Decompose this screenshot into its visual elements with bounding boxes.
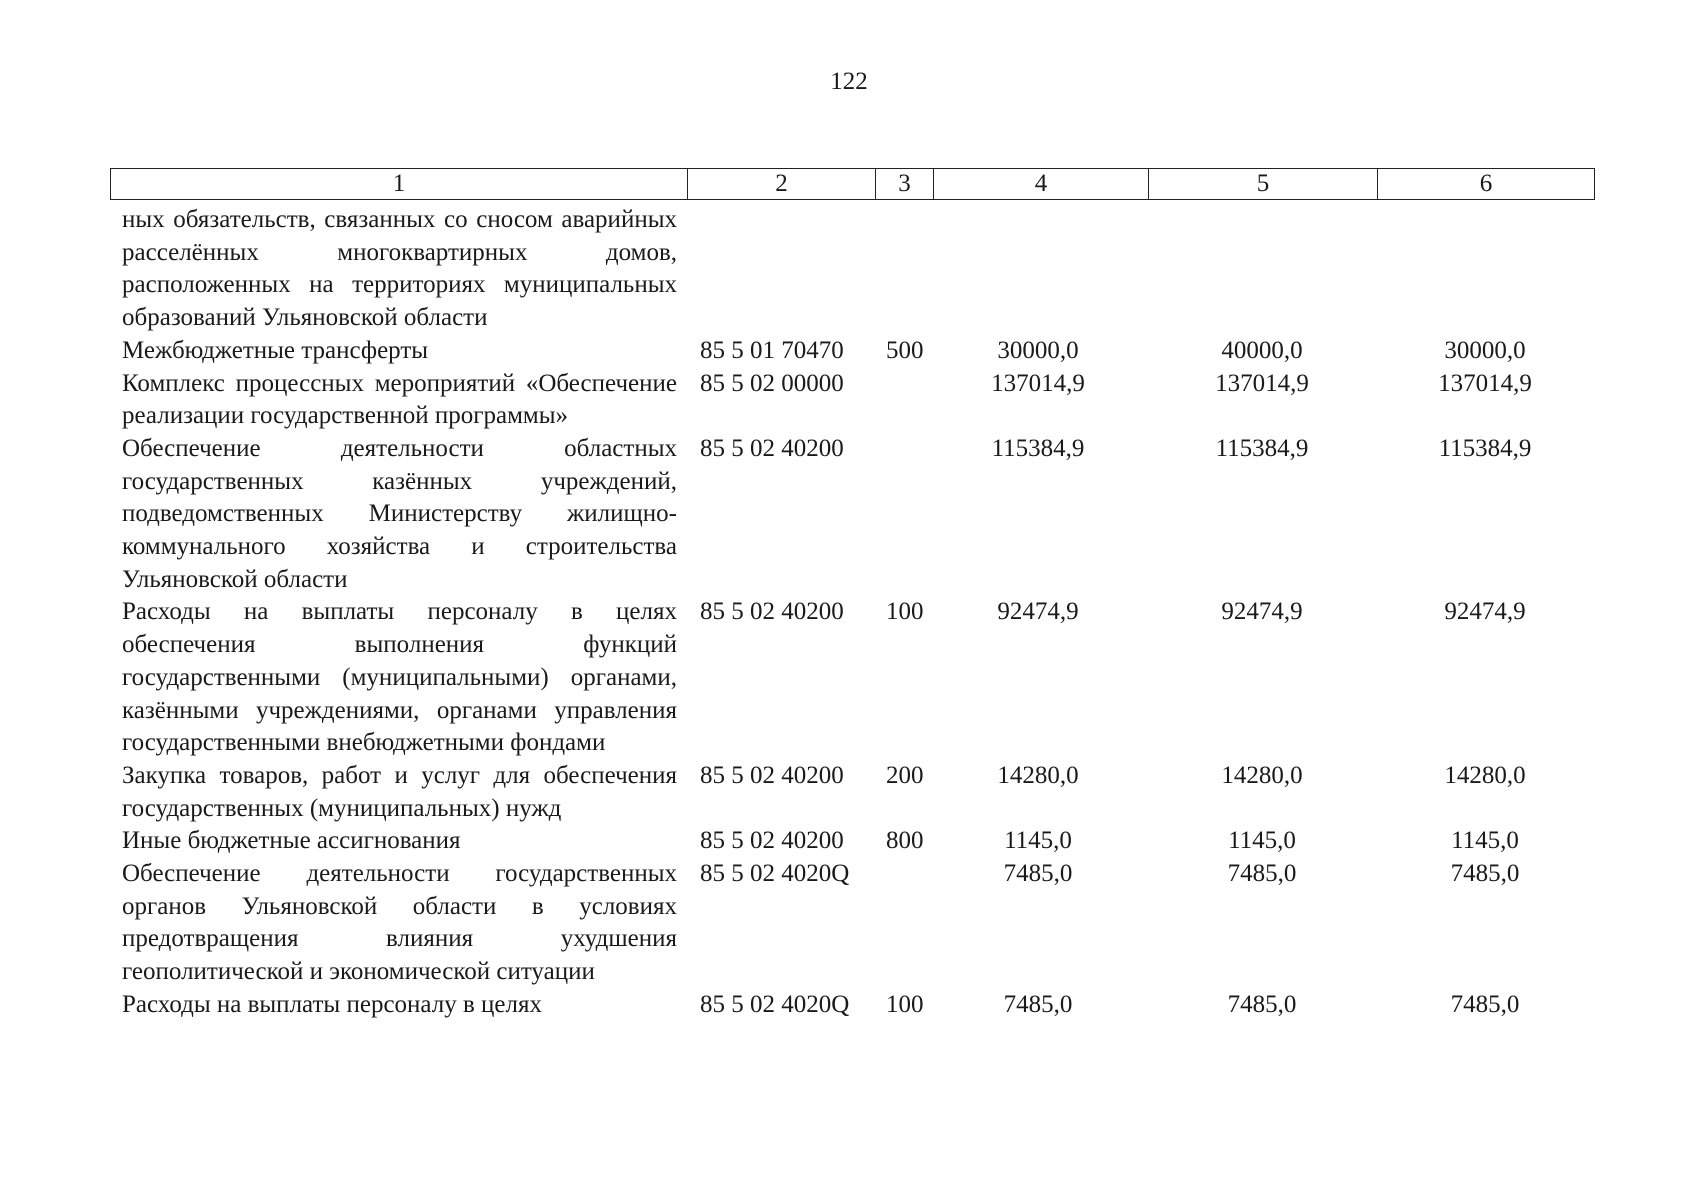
table-row xyxy=(0,989,1698,1022)
row-code: 85 5 02 40200 xyxy=(700,434,844,462)
column-header-4: 4 xyxy=(934,169,1149,200)
table-row xyxy=(0,596,1698,760)
row-value-4: 7485,0 xyxy=(1003,860,1073,888)
row-value-6: 1145,0 xyxy=(1451,827,1519,855)
row-value-6: 92474,9 xyxy=(1444,598,1526,626)
row-name: Расходы на выплаты персоналу в целях обеспечения выполнения функций государственными (муниципальными) органами, казёнными учреждениями, органами управления государственными внебюджетными фондами xyxy=(122,598,677,757)
row-code: 85 5 01 70470 xyxy=(700,336,844,364)
column-header-5: 5 xyxy=(1149,169,1378,200)
row-value-4: 14280,0 xyxy=(997,761,1079,789)
row-code: 85 5 02 4020Q xyxy=(700,990,850,1018)
column-header-6: 6 xyxy=(1378,169,1595,200)
row-name: Закупка товаров, работ и услуг для обеспечения государственных (муниципальных) нужд xyxy=(122,761,677,822)
table-row xyxy=(0,825,1698,858)
column-header-3: 3 xyxy=(876,169,934,200)
row-value-5: 14280,0 xyxy=(1221,761,1303,789)
row-value-6: 14280,0 xyxy=(1444,761,1526,789)
row-name: ных обязательств, связанных со сносом аварийных расселённых многоквартирных домов, расположенных на территориях муниципальных образований Ульяновской области xyxy=(122,206,677,332)
table-row xyxy=(0,858,1698,989)
row-value-4: 7485,0 xyxy=(1003,990,1073,1018)
row-value-5: 1145,0 xyxy=(1228,827,1296,855)
row-code: 85 5 02 40200 xyxy=(700,761,844,789)
row-type: 100 xyxy=(886,598,924,626)
row-value-4: 92474,9 xyxy=(997,598,1079,626)
row-code: 85 5 02 4020Q xyxy=(700,860,850,888)
row-type: 500 xyxy=(886,336,924,364)
row-value-5: 92474,9 xyxy=(1221,598,1303,626)
row-name: Обеспечение деятельности государственных органов Ульяновской области в условиях предотвращения влияния ухудшения геополитической и экономической ситуации xyxy=(122,860,677,986)
row-name: Межбюджетные трансферты xyxy=(122,336,429,364)
row-code: 85 5 02 00000 xyxy=(700,369,844,397)
row-value-4: 137014,9 xyxy=(991,369,1085,397)
row-value-6: 115384,9 xyxy=(1438,434,1532,462)
table-body xyxy=(0,204,1698,1022)
table-row xyxy=(0,335,1698,368)
row-value-6: 7485,0 xyxy=(1450,990,1520,1018)
row-type: 800 xyxy=(886,827,924,855)
row-type: 200 xyxy=(886,761,924,789)
column-header-1: 1 xyxy=(111,169,688,200)
row-value-5: 40000,0 xyxy=(1221,336,1303,364)
row-name: Расходы на выплаты персоналу в целях xyxy=(122,990,542,1018)
row-code: 85 5 02 40200 xyxy=(700,598,844,626)
column-header-row xyxy=(111,169,1595,200)
row-value-5: 137014,9 xyxy=(1215,369,1309,397)
column-header-2: 2 xyxy=(688,169,876,200)
row-value-4: 1145,0 xyxy=(1004,827,1072,855)
column-header-table xyxy=(110,168,1595,200)
row-value-6: 30000,0 xyxy=(1444,336,1526,364)
row-value-4: 115384,9 xyxy=(991,434,1085,462)
table-row xyxy=(0,433,1698,597)
row-value-5: 7485,0 xyxy=(1227,860,1297,888)
row-value-5: 7485,0 xyxy=(1227,990,1297,1018)
row-name: Комплекс процессных мероприятий «Обеспечение реализации государственной программы» xyxy=(122,369,677,430)
row-type: 100 xyxy=(886,990,924,1018)
row-value-6: 137014,9 xyxy=(1438,369,1532,397)
table-row xyxy=(0,204,1698,335)
row-name: Иные бюджетные ассигнования xyxy=(122,827,461,855)
row-value-5: 115384,9 xyxy=(1215,434,1309,462)
row-name: Обеспечение деятельности областных государственных казённых учреждений, подведомственных Министерству жилищно-коммунального хозяйства и строительства Ульяновской области xyxy=(122,434,677,593)
table-row xyxy=(0,368,1698,433)
page-number: 122 xyxy=(830,68,868,95)
row-value-6: 7485,0 xyxy=(1450,860,1520,888)
row-code: 85 5 02 40200 xyxy=(700,827,844,855)
table-row xyxy=(0,760,1698,825)
row-value-4: 30000,0 xyxy=(997,336,1079,364)
